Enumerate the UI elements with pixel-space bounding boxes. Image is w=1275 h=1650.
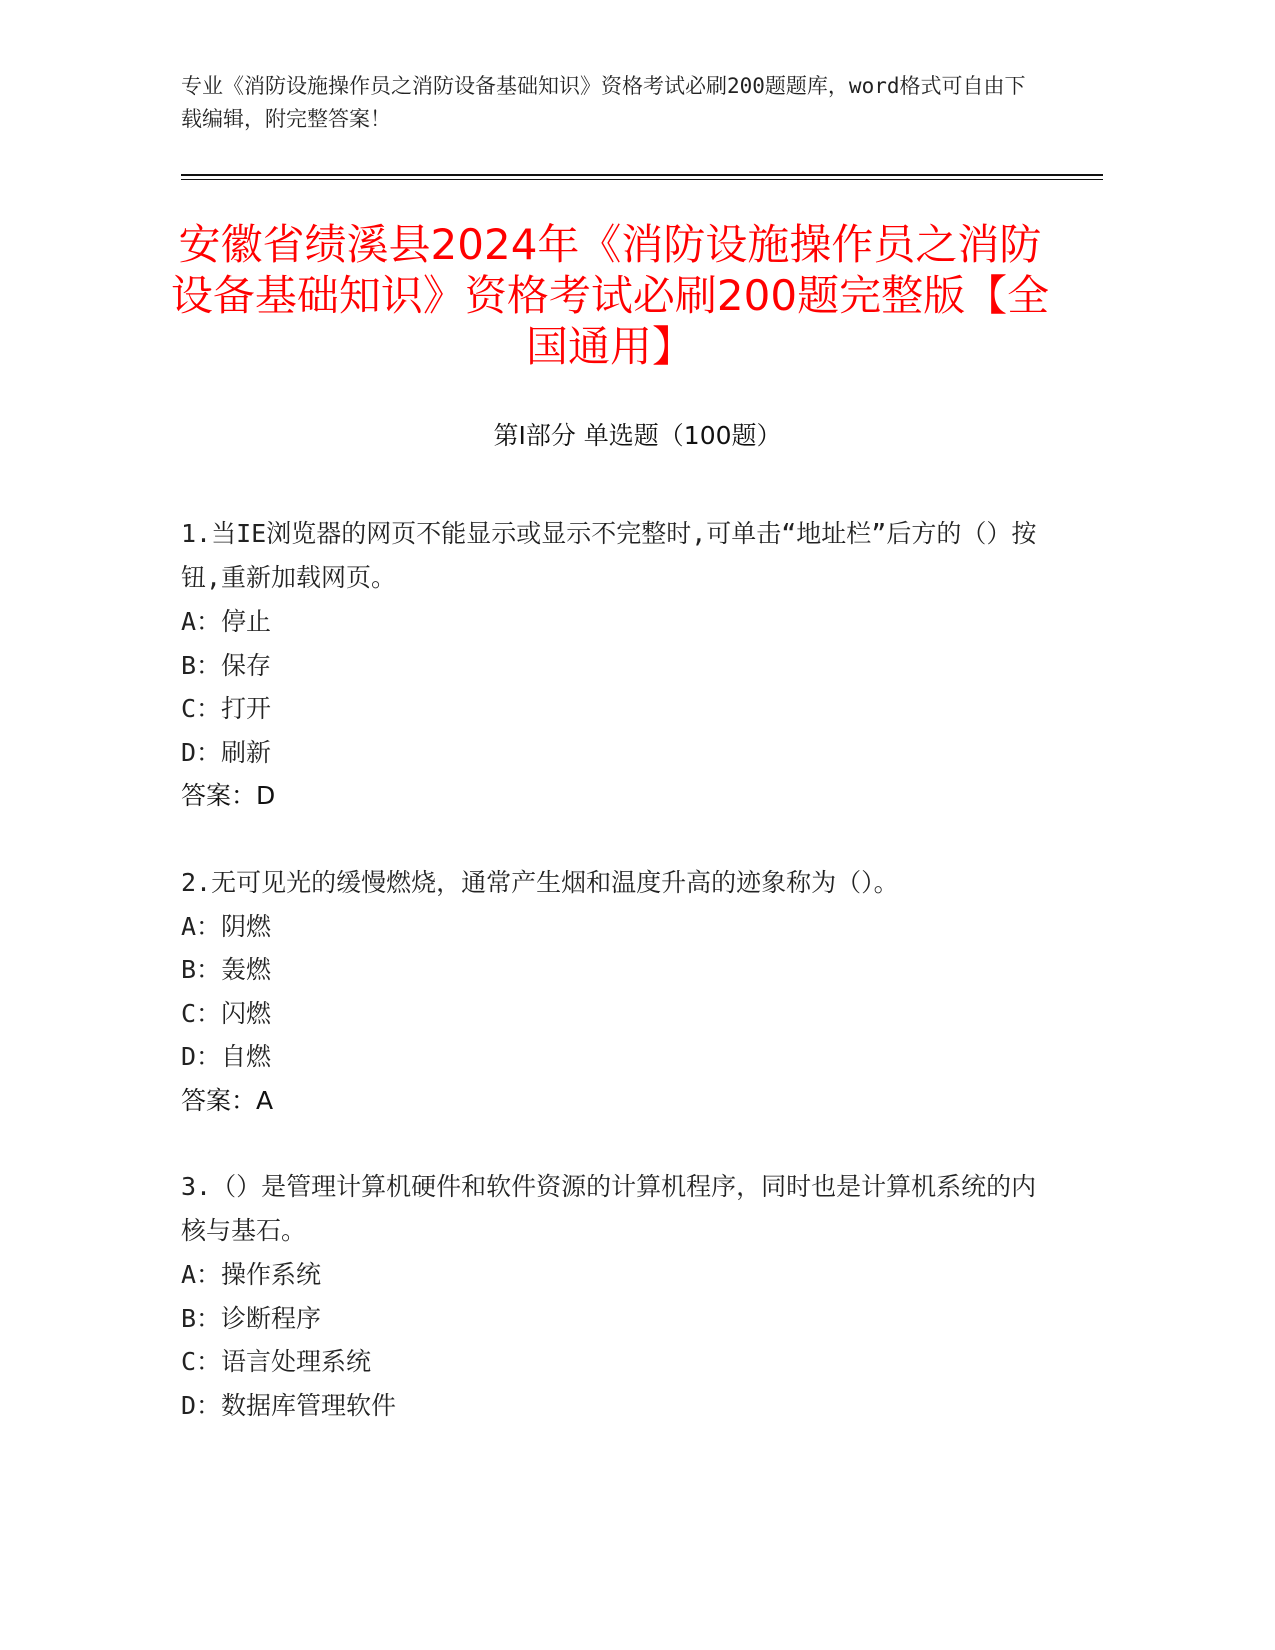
question-stem: 1.当IE浏览器的网页不能显示或显示不完整时,可单击“地址栏”后方的（）按钮,重新加载网页。 [181, 519, 1037, 592]
question-1 [181, 512, 1041, 818]
question-list [181, 512, 1041, 1470]
option-c: C：打开 [181, 694, 272, 723]
answer: 答案：D [181, 781, 276, 810]
header-divider [181, 174, 1103, 176]
document-title: 安徽省绩溪县2024年《消防设施操作员之消防设备基础知识》资格考试必刷200题完整版【全国通用】 [170, 220, 1050, 371]
option-b: B：轰燃 [181, 955, 272, 984]
question-stem: 3.（）是管理计算机硬件和软件资源的计算机程序，同时也是计算机系统的内核与基石。 [181, 1172, 1037, 1245]
option-a: A：阴燃 [181, 911, 272, 941]
option-c: C：语言处理系统 [181, 1347, 372, 1376]
option-d: D：刷新 [181, 737, 272, 767]
option-c: C：闪燃 [181, 998, 272, 1028]
header-divider-thin [181, 179, 1103, 180]
option-d: D：自燃 [181, 1042, 272, 1071]
section-heading: 第I部分 单选题（100题） [493, 421, 782, 450]
option-a: A：操作系统 [181, 1260, 322, 1289]
option-a: A：停止 [181, 607, 272, 636]
option-b: B：诊断程序 [181, 1303, 322, 1333]
question-3 [181, 1165, 1041, 1427]
option-b: B：保存 [181, 650, 272, 680]
question-stem: 2.无可见光的缓慢燃烧，通常产生烟和温度升高的迹象称为（）。 [181, 867, 899, 897]
answer: 答案：A [181, 1085, 274, 1115]
option-d: D：数据库管理软件 [181, 1390, 397, 1420]
header-note: 专业《消防设施操作员之消防设备基础知识》资格考试必刷200题题库，word格式可自由下载编辑，附完整答案！ [181, 74, 1026, 131]
question-2 [181, 861, 1041, 1123]
